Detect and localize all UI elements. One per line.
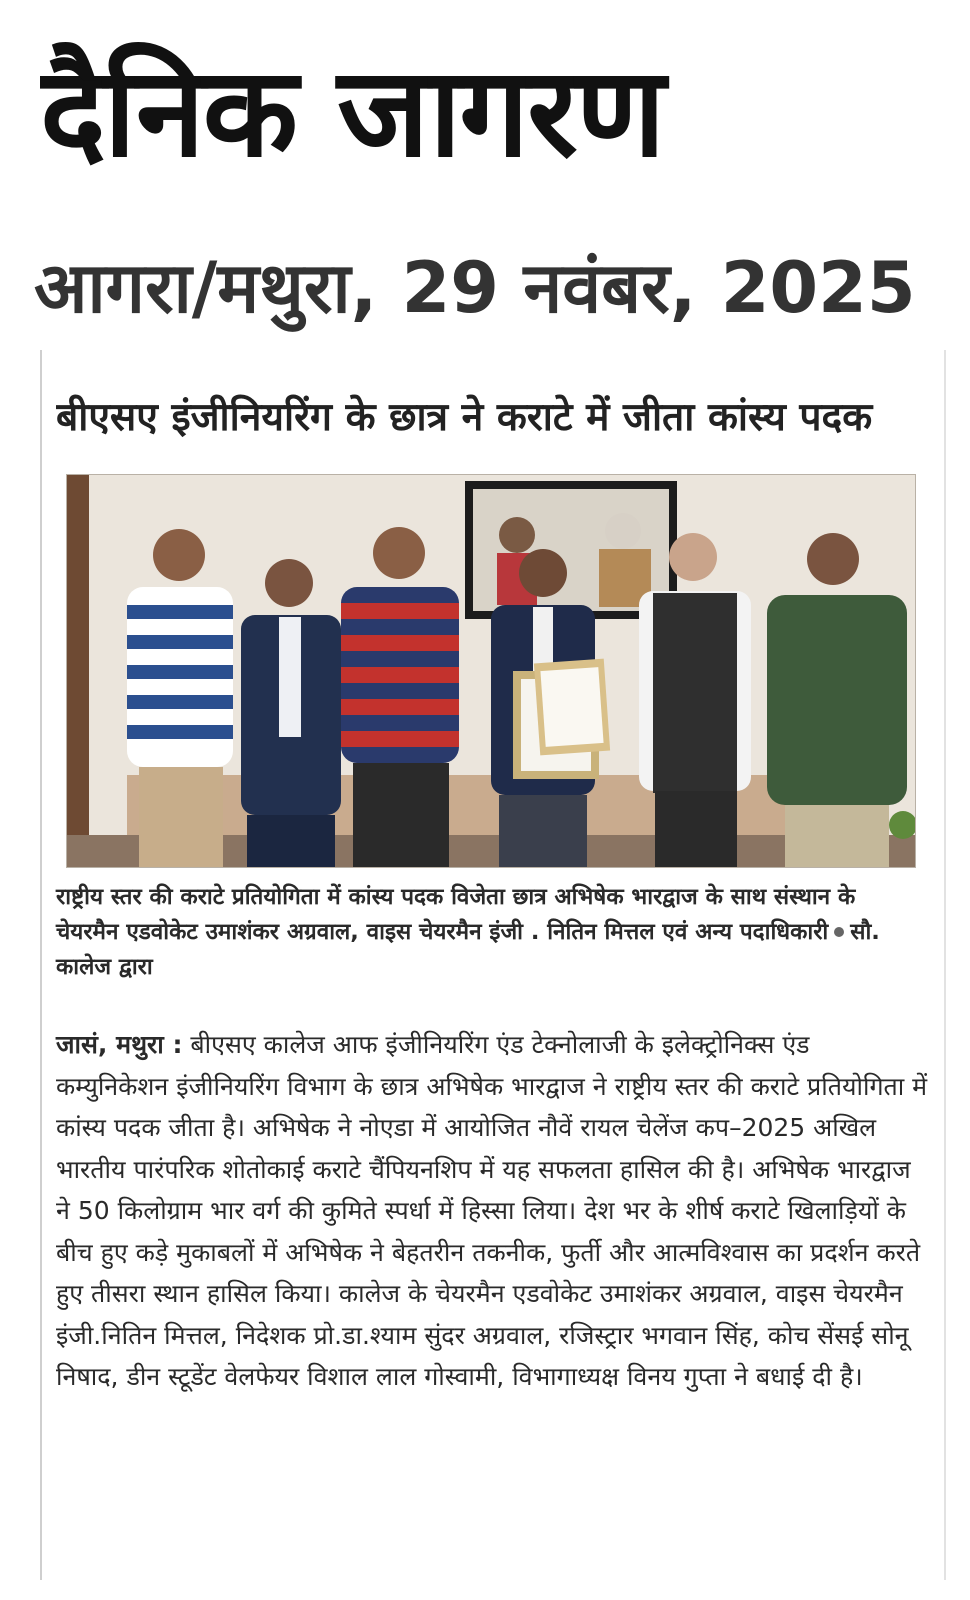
column-rule-right (944, 350, 946, 1580)
article-text: बीएसए कालेज आफ इंजीनियरिंग एंड टेक्नोलाजी के इलेक्ट्रोनिक्स एंड कम्युनिकेशन इंजीनियरिंग विभाग के छात्र अभिषेक भारद्वाज ने राष्ट्रीय स्तर की कराटे प्रतियोगिता में कांस्य पदक जीता है। अभिषेक ने नोएडा में आयोजित नौवें रायल चेलेंज कप–2025 अखिल भारतीय पारंपरिक शोतोकाई कराटे चैंपियनशिप में यह सफलता हासिल की है। अभिषेक भारद्वाज ने 50 किलोग्राम भार वर्ग की कुमिते स्पर्धा में हिस्सा लिया। देश भर के शीर्ष कराटे खिलाड़ियों के बीच हुए कड़े मुकाबलों में अभिषेक ने बेहतरीन तकनीक, फुर्ती और आत्मविश्वास का प्रदर्शन करते हुए तीसरा स्थान हासिल किया। कालेज के चेयरमैन एडवोकेट उमाशंकर अग्रवाल, वाइस चेयरमैन इंजी.नितिन मित्तल, निदेशक प्रो.डा.श्याम सुंदर अग्रवाल, रजिस्ट्रार भगवान सिंह, कोच सेंसई सोनू निषाद, डीन स्टूडेंट वेलफेयर विशाल लाल गोस्वामी, विभागाध्यक्ष विनय गुप्ता ने बधाई दी है। (56, 1030, 928, 1391)
newspaper-masthead: दैनिक जागरण (40, 41, 664, 185)
story-headline: बीएसए इंजीनियरिंग के छात्र ने कराटे में जीता कांस्य पदक (56, 395, 873, 440)
news-photo (66, 474, 916, 868)
caption-text: राष्ट्रीय स्तर की कराटे प्रतियोगिता में कांस्य पदक विजेता छात्र अभिषेक भारद्वाज के साथ संस्थान के चेयरमैन एडवोकेट उमाशंकर अग्रवाल, वाइस चेयरमैन इंजी . नितिन मित्तल एवं अन्य पदाधिकारी (56, 884, 856, 945)
article-dateline: जासं, मथुरा : (56, 1030, 183, 1059)
credit-bullet-icon (834, 927, 844, 937)
article-body (56, 1024, 928, 1398)
photo-credit: सौ. कालेज द्वारा (56, 919, 880, 980)
column-rule-left (40, 350, 42, 1580)
photo-caption (56, 880, 924, 985)
edition-dateline: आगरा/मथुरा, 29 नवंबर, 2025 (34, 247, 916, 329)
certificate (513, 659, 610, 779)
